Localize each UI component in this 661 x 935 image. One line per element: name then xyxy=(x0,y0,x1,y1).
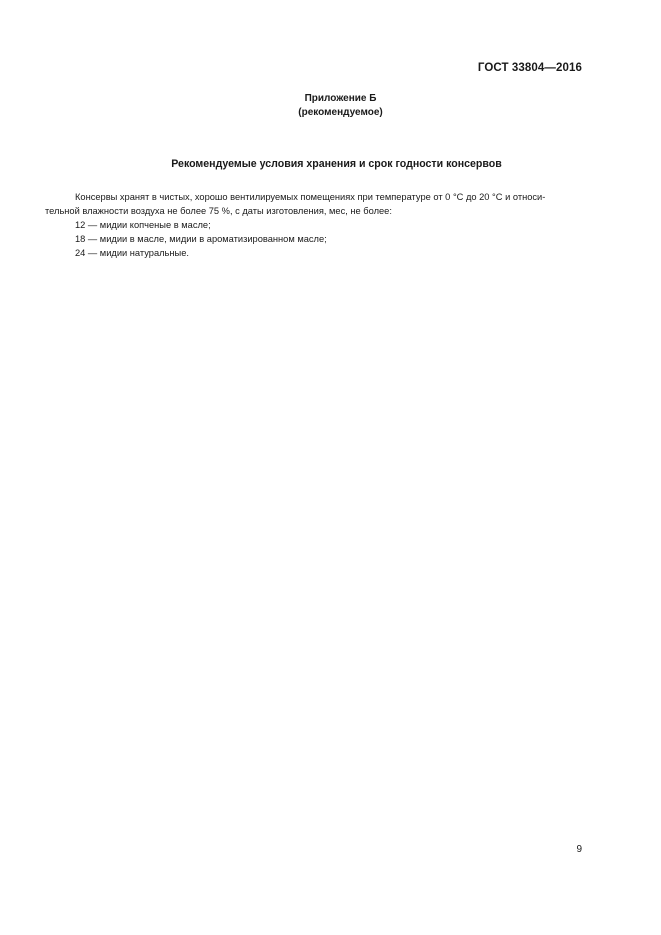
annex-heading xyxy=(0,92,661,120)
section-title-wrapper xyxy=(0,158,661,170)
list-item: 24 — мидии натуральные. xyxy=(75,248,189,258)
storage-paragraph xyxy=(45,190,584,218)
list-item: 12 — мидии копченые в масле; xyxy=(75,220,211,230)
page-number: 9 xyxy=(576,844,582,855)
body-text xyxy=(45,190,584,260)
annex-title: Приложение Б xyxy=(304,93,377,104)
list-item: 18 — мидии в масле, мидии в ароматизированном масле; xyxy=(75,234,327,244)
standard-code: ГОСТ 33804—2016 xyxy=(477,62,582,74)
paragraph-line-1-text: Консервы хранят в чистых, хорошо вентилируемых помещениях при температуре от 0 °С до 20 °С и относи- xyxy=(75,192,546,202)
paragraph-line-1 xyxy=(75,190,584,204)
section-title: Рекомендуемые условия хранения и срок годности консервов xyxy=(171,158,502,170)
paragraph-line-2: тельной влажности воздуха не более 75 %, с даты изготовления, мес, не более: xyxy=(45,206,392,216)
annex-status: (рекомендуемое) xyxy=(298,107,383,118)
